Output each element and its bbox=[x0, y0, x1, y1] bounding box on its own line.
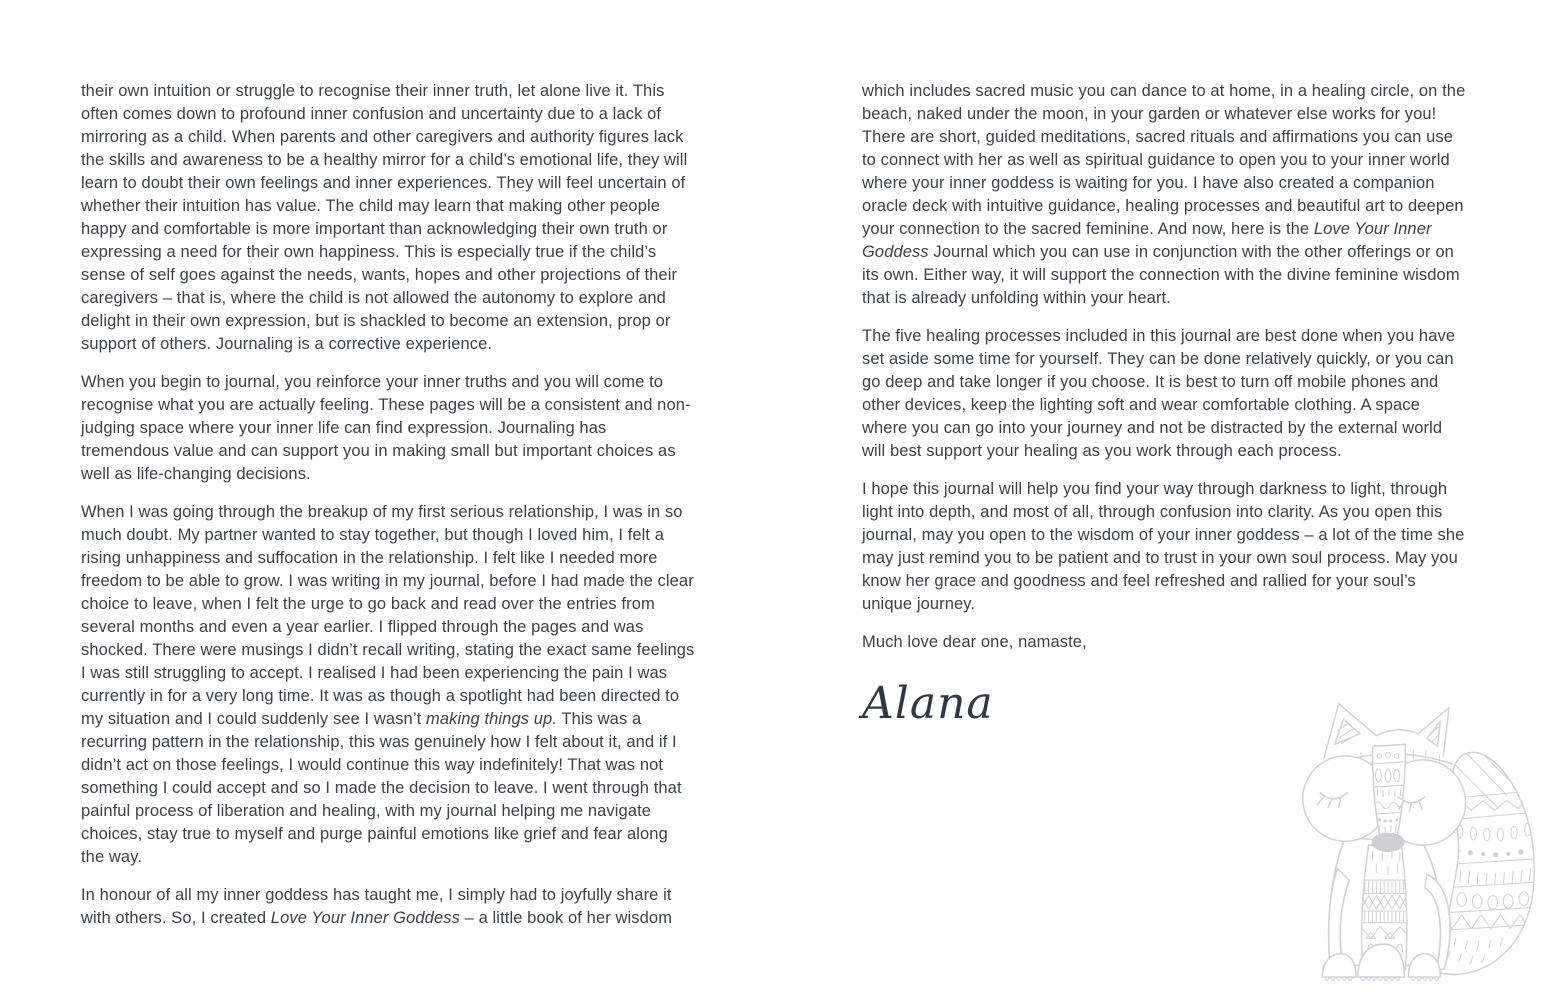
text-run: When I was going through the breakup of my first serious relationship, I was in so much doubt. My partner wanted to stay together, but though I loved him, I felt a rising unhappiness and suffocation in the relationship. I felt like I needed more freedom to be able to grow. I was writing in my journal, before I had made the clear choice to leave, when I felt the urge to go back and read over the entries from several months and even a year earlier. I flipped through the pages and was shocked. There were musings I didn’t recall writing, stating the exact same feelings I was still struggling to accept. I realised I had been experiencing the pain I was currently in for a very long time. It was as though a spotlight had been directed to my situation and I could suddenly see I wasn’t bbox=[81, 503, 695, 728]
text-run: The five healing processes included in this journal are best done when you have set aside some time for yourself. They can be done relatively quickly, or you can go deep and take longer if you choose. It is best to turn off mobile phones and other devices, keep the lighting soft and wear comfortable clothing. A space where you can go into your journey and not be distracted by the external world will best support your healing as you work through each process. bbox=[862, 327, 1456, 460]
paragraph bbox=[862, 631, 1466, 654]
left-page-text-column bbox=[81, 80, 695, 945]
paragraph bbox=[862, 325, 1466, 463]
paragraph bbox=[862, 478, 1466, 616]
text-run: Journal which you can use in conjunction with the other offerings or on its own. Either way, it will support the connection with the divine feminine wisdom that is already unfolding within your heart. bbox=[862, 243, 1460, 307]
text-run: which includes sacred music you can dance to at home, in a healing circle, on the beach, naked under the moon, in your garden or whatever else works for you! There are short, guided meditations, sacred rituals and affirmations you can use to connect with her as well as spiritual guidance to open you to your inner world where your inner goddess is waiting for you. I have also created a companion oracle deck with intuitive guidance, healing processes and beautiful art to deepen your connection to the sacred feminine. And now, here is the bbox=[862, 82, 1466, 238]
fox-illustration bbox=[1295, 690, 1547, 981]
fox-body bbox=[1322, 837, 1450, 980]
author-signature: Alana bbox=[862, 678, 994, 729]
paragraph bbox=[81, 371, 695, 486]
paragraph bbox=[81, 501, 695, 869]
text-run: This was a recurring pattern in the relationship, this was genuinely how I felt about it, and if I didn’t act on those feelings, I would continue this way indefinitely! That was not something I could accept and so I made the decision to leave. I went through that painful process of liberation and healing, with my journal helping me navigate choices, stay true to myself and purge painful emotions like grief and fear along the way. bbox=[81, 710, 682, 866]
text-run: When you begin to journal, you reinforce your inner truths and you will come to recognise what you are actually feeling. These pages will be a consistent and non-judging space where your inner life can find expression. Journaling has tremendous value and can support you in making small but important choices as well as life-changing decisions. bbox=[81, 373, 691, 483]
text-run: – a little book of her wisdom bbox=[459, 909, 673, 927]
paragraph bbox=[81, 80, 695, 356]
text-run: their own intuition or struggle to recognise their inner truth, let alone live it. This often comes down to profound inner confusion and uncertainty due to a lack of mirroring as a child. When parents and other caregivers and authority figures lack the skills and awareness to be a healthy mirror for a child’s emotional life, they will learn to doubt their own feelings and inner experiences. They will feel uncertain of whether their intuition has value. The child may learn that making other people happy and comfortable is more important than acknowledging their own truth or expressing a need for their own happiness. This is especially true if the child’s sense of self goes against the needs, wants, hopes and other projections of their caregivers – that is, where the child is not allowed the autonomy to explore and delight in their own expression, but is shackled to become an extension, prop or support of others. Journaling is a corrective experience. bbox=[81, 82, 688, 353]
text-run: Much love dear one, namaste, bbox=[862, 633, 1087, 651]
text-run: I hope this journal will help you find your way through darkness to light, through light into depth, and most of all, through confusion into clarity. As you open this journal, may you open to the wisdom of your inner goddess – a lot of the time she may just remind you to be patient and to trust in your own soul process. May you know her grace and goodness and feel refreshed and rallied for your soul’s unique journey. bbox=[862, 480, 1465, 613]
paragraph bbox=[862, 80, 1466, 310]
text-run: In honour of all my inner goddess has taught me, I simply had to joyfully share it with others. So, I created bbox=[81, 886, 672, 927]
italic-text-run: Love Your Inner Goddess bbox=[270, 909, 460, 927]
right-page-text-column bbox=[862, 80, 1466, 728]
right-page-paragraphs bbox=[862, 80, 1466, 654]
fox-head bbox=[1303, 704, 1466, 852]
italic-text-run: Love Your Inner Goddess bbox=[862, 220, 1432, 261]
italic-text-run: making things up. bbox=[425, 710, 558, 728]
paragraph bbox=[81, 884, 695, 930]
